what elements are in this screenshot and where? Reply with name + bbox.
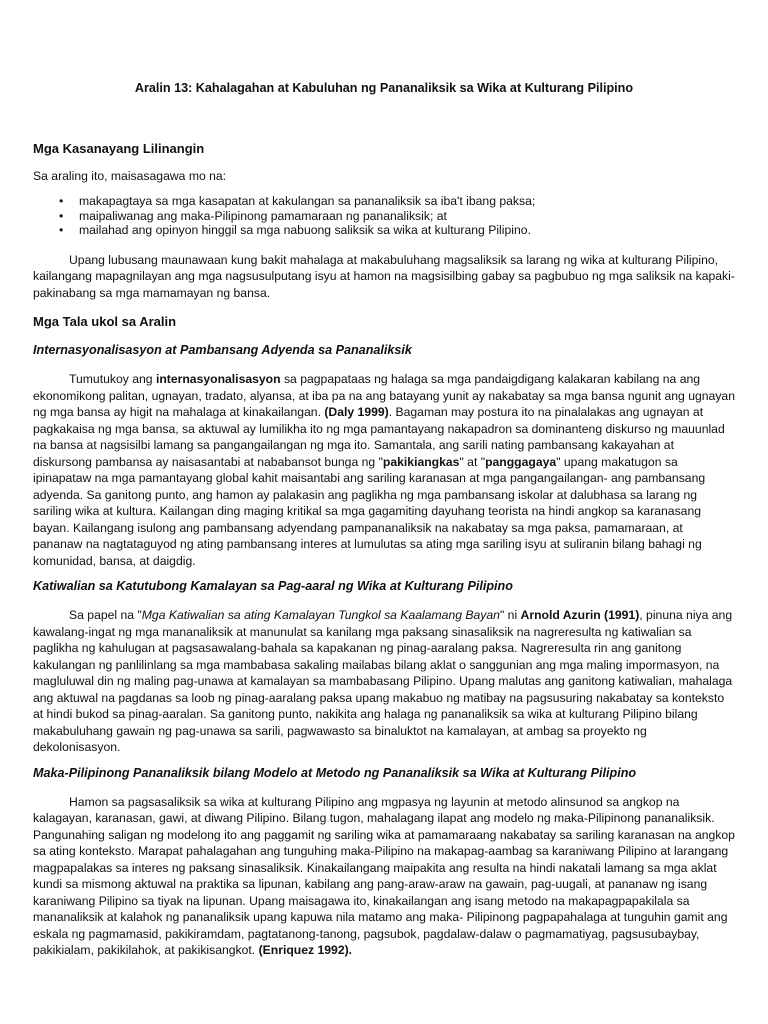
lesson-title: Aralin 13: Kahalagahan at Kabuluhan ng Pananaliksik sa Wika at Kulturang Pilipino <box>134 81 634 95</box>
skills-intro: Sa araling ito, maisasagawa mo na: <box>33 168 227 183</box>
citation-daly: (Daly 1999) <box>324 405 389 419</box>
notes-heading: Mga Tala ukol sa Aralin <box>33 314 177 329</box>
text-run: Hamon sa pagsasaliksik sa wika at kulturang Pilipino ang mgpasya ng layunin at metodo alinsunod sa angkop na kalagayan, karanasan, gawi, at diwang Pilipino. Bilang tugon, mahalagang ilapat ang modelo ng maka-Pilipinong pananaliksik. Pangunahing saligan ng modelong ito ang paggamit ng sariling wika at pamamaraang nakabatay sa sariling karanasan na angkop sa ating konteksto. Marapat pahalagahan ang tunguhing maka-Pilipino na makapag-aambag sa karaniwang Pilipino at larangang magpapalakas sa interes ng paksang sinasaliksik. Kinakailangang maipakita ang resulta na hindi nakatali lamang sa mga aklat kundi sa mismong aktuwal na praktika sa lipunan, kabilang ang pang-araw-araw na gawain, pag-uugali, at pananaw ng isang karaniwang Pilipino sa tiyak na lipunan. Upang maisagawa ito, kinakailangan ang isang metodo na makapagpapakilala sa mananaliksik at kalahok ng pananaliksik upang kapuwa nila matamo ang maka- Pilipinong pagpapahalaga at tunguhin gamit ang eskala ng pagmamasid, pakikiramdam, pagtatanong-tanong, pagsubok, pagdalaw-dalaw o pagmamatiyag, pagsusubaybay, pakikialam, pakikilahok, at pakikisangkot. <box>33 794 735 957</box>
term-internasyonalisasyon: internasyonalisasyon <box>155 372 281 386</box>
text-run: sa pagpapataas ng halaga sa mga pandaigdigang kalakaran kabilang na ang ekonomikong palitan, ugnayan, tradato, alyansa, at iba pa na ang batayang yunit ay nakabatay sa mga bansa ngunit ang ugnayan ng mga bansa ay higit na mahalaga at kinakailangan. <box>33 372 735 419</box>
text-run: . Bagaman may postura ito na pinalalakas ang ugnayan at pagkakaisa ng mga bansa, sa aktuwal ay lumilikha ito ng mga pamantayang nakapadron sa dominanteng diskurso ng mauunlad na bansa at nagsisilbi lamang sa pangangailangan ng mga ito. Samantala, ang sarili nating pambansang kakayahan at diskursong pambansa ay naisasantabi at nababansot bunga ng " <box>33 405 725 469</box>
list-item: • mailahad ang opinyon hinggil sa mga nabuong saliksik sa wika at kulturang Pilipino. <box>79 223 735 238</box>
skills-paragraph: Upang lubusang maunawaan kung bakit mahalaga at makabuluhang magsaliksik sa larang ng wika at kulturang Pilipino, kailangang mapagnilayan ang mga nagsusulputang isyu at hamon na magsisilbing gabay sa pagbubuo ng mga saliksik na kapaki-pakinabang sa mga mamamayan ng bansa. <box>33 252 735 300</box>
skills-heading: Mga Kasanayang Lilinangin <box>33 140 205 156</box>
list-item: • maipaliwanag ang maka-Pilipinong pamamaraan ng pananaliksik; at <box>79 209 735 224</box>
text-run: " ni <box>499 608 521 622</box>
section3-paragraph <box>33 794 735 959</box>
text-run: Sa papel na " <box>69 608 142 622</box>
paper-title: Mga Katiwalian sa ating Kamalayan Tungkol sa Kaalamang Bayan <box>141 608 500 622</box>
text-run: " upang makatugon sa ipinapataw na mga pamantayang global kahit maisantabi ang sariling karanasan at mga pangangailangan- ang pambansang adyenda. Sa ganitong punto, ang hamon ay palakasin ang paglikha ng mga pambansang iskolar at dalubhasa sa larang ng sariling wika at kultura. Kailangan ding maging kritikal sa mga gagamiting dayuhang teorista na hindi angkop sa karanasang bayan. Kailangang isulong ang pambansang adyendang pampananaliksik na nakabatay sa mga paksa, pamamaraan, at pananaw na nagtataguyod ng ating pambansang interes at lumulutas sa ating mga sariling isyu at suliranin bilang bahagi ng komunidad, bansa, at daigdig. <box>33 454 706 568</box>
citation-enriquez: (Enriquez 1992). <box>258 943 353 957</box>
list-item: • makapagtaya sa mga kasapatan at kakulangan sa pananaliksik sa iba't ibang paksa; <box>79 194 735 209</box>
skills-list <box>33 194 735 238</box>
section3-heading: Maka-Pilipinong Pananaliksik bilang Modelo at Metodo ng Pananaliksik sa Wika at Kulturang Pilipino <box>33 765 637 780</box>
section2-heading: Katiwalian sa Katutubong Kamalayan sa Pag-aaral ng Wika at Kulturang Pilipino <box>33 579 513 593</box>
citation-azurin: Arnold Azurin (1991) <box>520 608 640 622</box>
section1-heading: Internasyonalisasyon at Pambansang Adyenda sa Pananaliksik <box>33 343 412 357</box>
term-panggagaya: panggagaya <box>485 454 557 469</box>
text-run: Tumutukoy ang <box>69 372 156 386</box>
section1-paragraph <box>33 371 735 569</box>
text-run: , pinuna niya ang kawalang-ingat ng mga mananaliksik at manunulat sa kanilang mga paksang sinasaliksik na nagreresulta ng katiwalian sa paglikha ng kahulugan at pagsasawalang-bahala sa kapakanan ng pinag-aaralang paksa. Nagreresulta rin ang ganitong kakulangan ng panlilinlang sa mga mambabasa sakaling mailabas bilang aklat o sanggunian ang mga maling impormasyon, na magluluwal din ng maling pag-unawa at kamalayan sa mambabasang Pilipino. Upang malutas ang ganitong katiwalian, mahalaga ang aktuwal na pagdanas sa loob ng pinag-aaralang paksa upang makabuo ng matibay na pagsusuring nakabatay sa konteksto at hindi bukod sa pinag-aaralan. Sa ganitong punto, nakikita ang halaga ng pananaliksik sa wika at kulturang Pilipino bilang makabuluhang gawain ng pag-unawa sa sarili, pagwawasto sa binaluktot na kamalayan, at ambag sa proyekto ng dekolonisasyon. <box>33 608 733 754</box>
text-run: " at " <box>459 454 486 469</box>
section2-paragraph <box>33 607 735 756</box>
term-pakikiangkas: pakikiangkas <box>382 454 460 469</box>
